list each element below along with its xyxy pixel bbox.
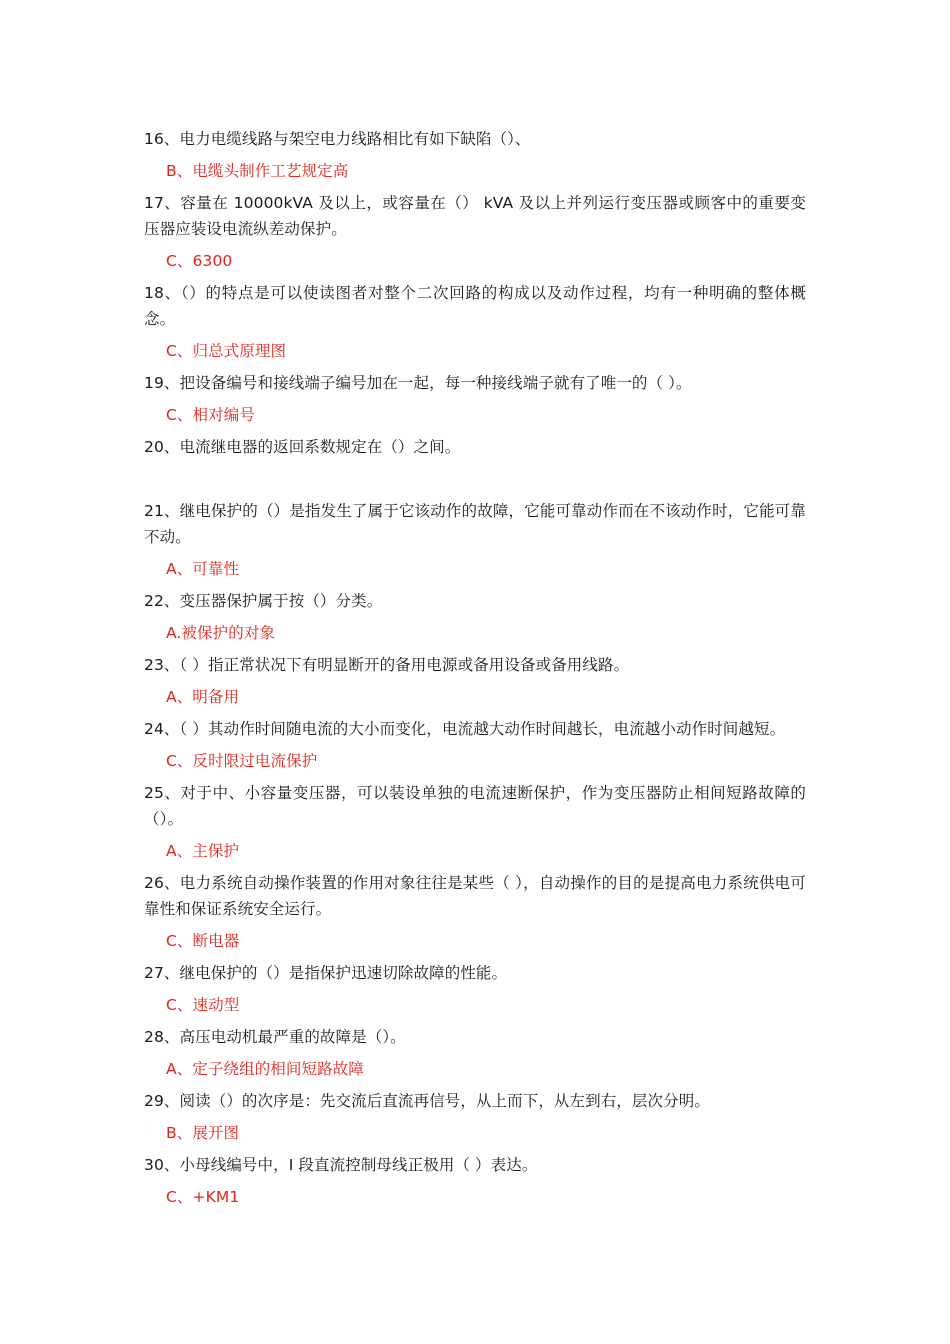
question-text: 27、继电保护的（）是指保护迅速切除故障的性能。: [144, 964, 508, 982]
question-item: [144, 1022, 806, 1086]
answer-text: B、电缆头制作工艺规定高: [166, 162, 349, 180]
answer-text: C、相对编号: [166, 406, 255, 424]
question-item: [144, 1086, 806, 1150]
question-text: 23、（ ）指正常状况下有明显断开的备用电源或备用设备或备用线路。: [144, 656, 630, 674]
question-item: [144, 368, 806, 432]
question-text: 21、继电保护的（）是指发生了属于它该动作的故障，它能可靠动作而在不该动作时，它能可靠不动。: [144, 502, 806, 546]
question-item: [144, 714, 806, 778]
question-text: 16、电力电缆线路与架空电力线路相比有如下缺陷（）、: [144, 130, 531, 148]
question-item: [144, 650, 806, 714]
question-item: [144, 278, 806, 368]
question-list: [144, 124, 806, 1214]
question-text: 17、容量在 10000kVA 及以上，或容量在（） kVA 及以上并列运行变压器或顾客中的重要变压器应装设电流纵差动保护。: [144, 194, 806, 238]
answer-text: C、速动型: [166, 996, 240, 1014]
answer-text: C、断电器: [166, 932, 240, 950]
answer-text: C、6300: [166, 252, 233, 270]
question-text: 26、电力系统自动操作装置的作用对象往往是某些（ ），自动操作的目的是提高电力系统供电可靠性和保证系统安全运行。: [144, 874, 806, 918]
answer-text: A、明备用: [166, 688, 240, 706]
question-text: 20、电流继电器的返回系数规定在（）之间。: [144, 438, 461, 456]
question-item: [144, 958, 806, 1022]
question-text: 25、对于中、小容量变压器，可以装设单独的电流速断保护，作为变压器防止相间短路故障的（）。: [144, 784, 806, 828]
question-item: [144, 1150, 806, 1214]
answer-text: A、主保护: [166, 842, 240, 860]
question-item: [144, 868, 806, 958]
answer-text: A、可靠性: [166, 560, 240, 578]
answer-text: C、反时限过电流保护: [166, 752, 318, 770]
question-item: [144, 188, 806, 278]
answer-text: C、+KM1: [166, 1188, 240, 1206]
question-item: [144, 496, 806, 586]
question-text: 28、高压电动机最严重的故障是（）。: [144, 1028, 406, 1046]
question-text: 29、阅读（）的次序是：先交流后直流再信号，从上而下，从左到右，层次分明。: [144, 1092, 710, 1110]
answer-text: A、定子绕组的相间短路故障: [166, 1060, 364, 1078]
question-item: [144, 124, 806, 188]
question-item: [144, 586, 806, 650]
question-text: 18、（）的特点是可以使读图者对整个二次回路的构成以及动作过程，均有一种明确的整体概念。: [144, 284, 806, 328]
answer-text: C、归总式原理图: [166, 342, 287, 360]
answer-text: B、展开图: [166, 1124, 240, 1142]
question-text: 19、把设备编号和接线端子编号加在一起，每一种接线端子就有了唯一的（ ）。: [144, 374, 692, 392]
question-text: 24、（ ）其动作时间随电流的大小而变化，电流越大动作时间越长，电流越小动作时间越短。: [144, 720, 786, 738]
blank-answer-space: [144, 464, 806, 496]
question-item: [144, 778, 806, 868]
question-text: 30、小母线编号中，I 段直流控制母线正极用（ ）表达。: [144, 1156, 538, 1174]
answer-text: A.被保护的对象: [166, 624, 276, 642]
question-text: 22、变压器保护属于按（）分类。: [144, 592, 383, 610]
question-item: [144, 432, 806, 496]
